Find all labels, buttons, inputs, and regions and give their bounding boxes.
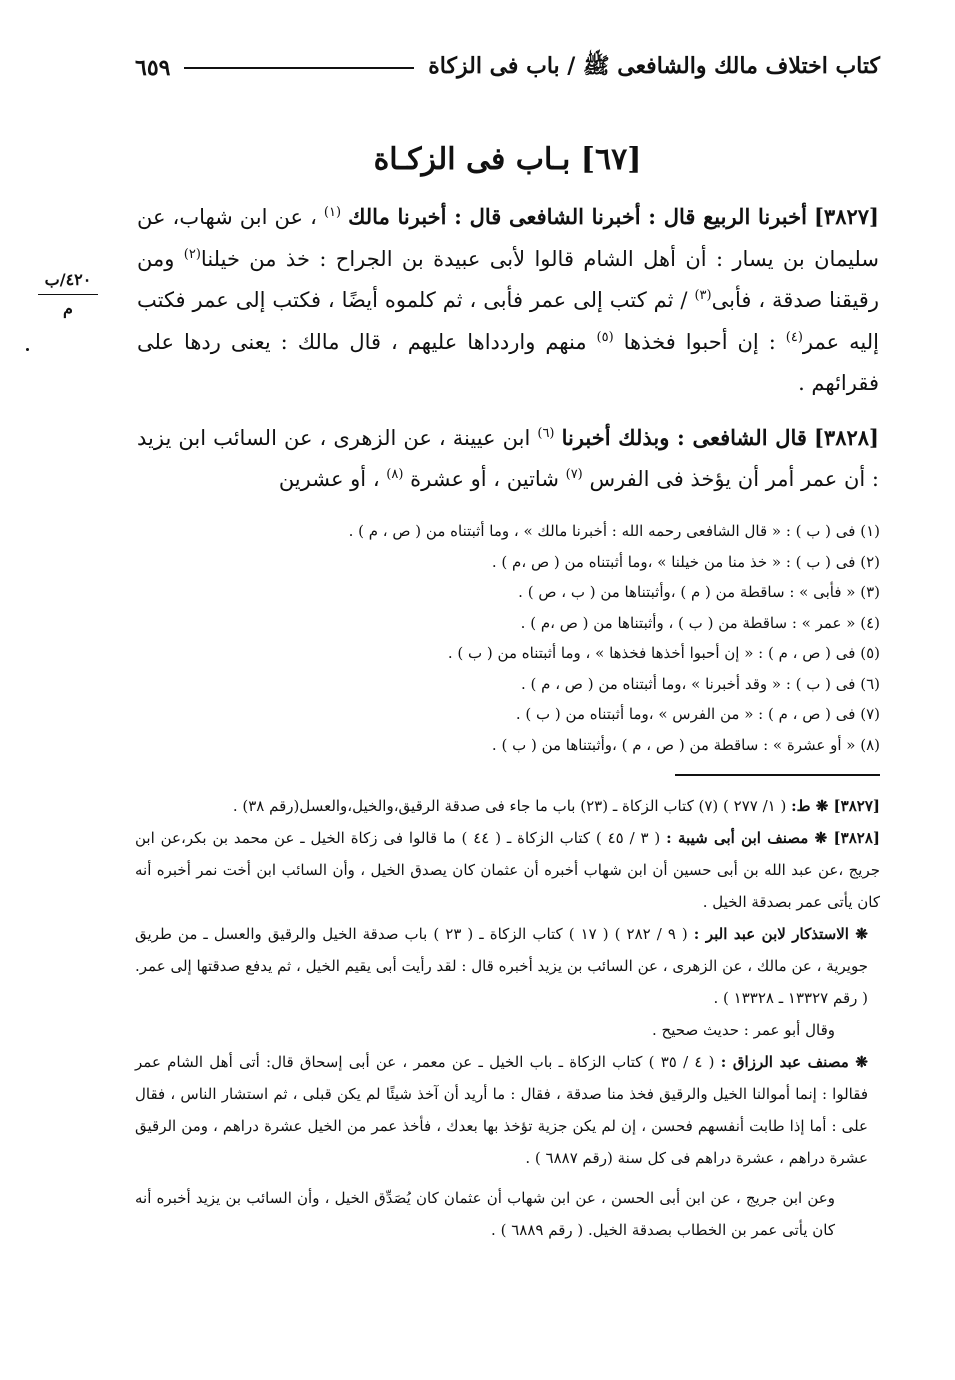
- takhrij-heading: [٣٨٢٨] ❋ مصنف ابن أبى شيبة :: [666, 829, 880, 847]
- hadith-text: شاتين ، أو عشرة: [410, 467, 559, 491]
- variant-note: (٤) « عمر » : ساقطة من ( ب ) ، وأثبتناها من ( ص ،م ) .: [520, 613, 880, 632]
- footnote-ref: (٥): [596, 329, 614, 345]
- hadith-3828: [137, 417, 879, 501]
- variant-note: (٨) « أو عشرة » : ساقطة من ( ص ، م ) ،وأثبتناها من ( ب ) .: [491, 735, 880, 754]
- hadith-text: : إن أحبوا فخذها: [623, 329, 776, 354]
- chapter-title: [٦٧] بـاب فى الزكـاة: [373, 142, 642, 177]
- takhrij-notes: [135, 790, 880, 1246]
- variant-note: (٥) فى ( ص ، م ) : « إن أحبوا أخذها فخذها » ، وما أثبتناه من ( ب ) .: [447, 644, 880, 662]
- hadith-number: [٣٨٢٨]: [813, 424, 879, 450]
- hadith-chain-start: أخبرنا الربيع قال : أخبرنا الشافعى قال : أخبرنا مالك: [348, 204, 807, 229]
- takhrij-entry: [135, 822, 880, 918]
- hadith-text: ، أو عشرين: [278, 467, 380, 491]
- takhrij-heading: ❋ مصنف عبد الرزاق :: [720, 1053, 868, 1071]
- variant-footnotes: [300, 516, 880, 760]
- header-rule: [184, 67, 414, 69]
- hadith-text: ، عن ابن شهاب، عن سليمان بن يسار : أن أهل الشام قالوا لأبى عبيدة بن الجراح : خذ من خيلنا: [137, 205, 879, 271]
- running-title: كتاب اختلاف مالك والشافعى ﷺ / باب فى الزكاة: [428, 53, 880, 79]
- variant-note: (٣) « فأبى » : ساقطة من ( م ) ،وأثبتناها من ( ب ، ص ) .: [518, 583, 880, 601]
- hadith-3827: [137, 196, 879, 405]
- page-number: ٦٥٩: [135, 55, 171, 81]
- takhrij-text: ( ٤ / ٣٥ ) كتاب الزكاة ـ باب الخيل ـ عن معمر ، عن أبى إسحاق قال: أتى أهل الشام عمر فقالوا : إنما أموالنا الخيل والرقيق فخذ منا صدقة ، فقال : ما أريد أن آخذ شيئًا لم يكن قبلى ، ثم استشار الناس ، فقال على : أما إذا طابت أنفسهم فحسن ، إن لم يكن جزية تؤخذ بها بعدك ، فأخذ عمر من الخيل عشرة دراهم ، ومن الرقيق عشرة دراهم ، عشرة دراهم فى كل سنة (رقم ٦٨٨٧ ) .: [135, 1053, 868, 1167]
- footnote-ref: (٢): [183, 246, 201, 262]
- takhrij-entry: [135, 1046, 880, 1174]
- takhrij-heading: ❋ الاستذكار لابن عبد البر :: [693, 925, 868, 943]
- variant-note: (٦) فى ( ب ) : « وقد أخبرنا » ،وما أثبتناه من ( ص ، م ) .: [520, 674, 880, 693]
- footnote-ref: (٧): [565, 467, 583, 482]
- hadith-text: ومن رقيقنا صدقة ، فأبى: [137, 246, 879, 312]
- takhrij-entry: [135, 918, 880, 1014]
- margin-folio: ٤٢٠/ب: [38, 266, 98, 295]
- margin-note: [38, 266, 98, 323]
- footnote-ref: (٨): [386, 467, 404, 482]
- takhrij-heading: [٣٨٢٧] ❋ ط:: [791, 797, 880, 815]
- hadith-text: ابن عيينة ، عن الزهرى ، عن السائب ابن يزيد : أن عمر أمر أن يؤخذ فى الفرس: [137, 425, 879, 491]
- takhrij-entry: [135, 790, 880, 822]
- takhrij-entry: وقال أبو عمر : حديث صحيح .: [652, 1021, 835, 1039]
- variant-note: (٧) فى ( ص ، م ) : « من الفرس » ،وما أثبتناه من ( ب ) .: [515, 705, 880, 723]
- hadith-text: / ثم كتب إلى عمر فأبى ، ثم كلموه أيضًا ، فكتب إلى عمر فكتب إليه عمر: [137, 288, 879, 354]
- footnote-ref: (٦): [537, 425, 555, 441]
- hadith-text: منهم واردداها عليهم ، قال مالك : يعنى ردها على فقرائهم .: [137, 329, 879, 395]
- margin-dot: [26, 348, 29, 351]
- footnote-ref: (٣): [694, 288, 712, 303]
- footnote-ref: (٤): [785, 329, 803, 345]
- takhrij-text: ( ٩ / ٢٨٢ ) ( ١٧ ) كتاب الزكاة ـ ( ٢٣ ) باب صدقة الخيل والرقيق والعسل ـ من طريق جويرية ، عن مالك ، عن الزهرى ، عن السائب بن يزيد أخبره قال : لقد رأيت أبى يقيم الخيل ، ثم يدفع صدقتها إلى عمر. ( رقم ١٣٣٢٧ ـ ١٣٣٢٨ ) .: [135, 925, 868, 1007]
- variant-note: (٢) فى ( ب ) : « خذ منا من خيلنا » ،وما أثبتناه من ( ص ،م ) .: [491, 552, 880, 571]
- main-text: [137, 196, 879, 501]
- margin-manuscript-siglum: م: [63, 299, 73, 318]
- takhrij-entry: وعن ابن جريج ، عن ابن أبى الحسن ، عن ابن شهاب أن عثمان كان يُصَدِّق الخيل ، وأن السائب بن يزيد أخبره أنه كان يأتى عمر بن الخطاب بصدقة الخيل. ( رقم ٦٨٨٩ ) .: [135, 1189, 835, 1239]
- footnote-separator: [675, 774, 880, 776]
- hadith-chain-start: قال الشافعى : وبذلك أخبرنا: [561, 424, 807, 450]
- running-header: [135, 48, 880, 88]
- variant-note: (١) فى ( ب ) : « قال الشافعى رحمه الله : أخبرنا مالك » ، وما أثبتناه من ( ص ، م ) .: [348, 522, 880, 540]
- footnote-ref: (١): [323, 205, 342, 220]
- takhrij-text: ( ١/ ٢٧٧ ) (٧) كتاب الزكاة ـ (٢٣) باب ما جاء فى صدقة الرقيق،والخيل،والعسل(رقم ٣٨) .: [232, 797, 787, 815]
- takhrij-text: ( ٣ / ٤٥ ) كتاب الزكاة ـ ( ٤٤ ) ما قالوا فى زكاة الخيل ـ عن محمد بن بكر،عن ابن جريج ،عن عبد الله بن أبى حسين أن ابن شهاب أخبره أن عثمان كان يصدق الخيل ، وأن السائب ابن أخت نمر أخبره أنه كان يأتى عمر بصدقة الخيل .: [135, 829, 880, 911]
- hadith-number: [٣٨٢٧]: [813, 204, 879, 229]
